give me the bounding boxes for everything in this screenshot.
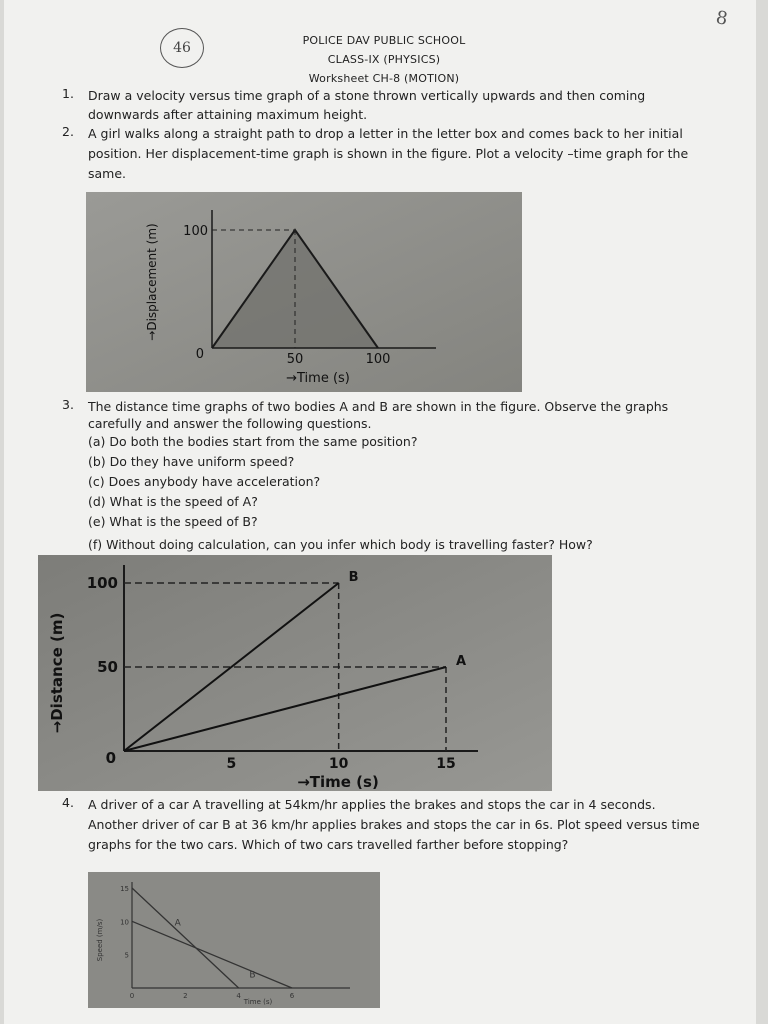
x-tick-label: 15 xyxy=(436,756,456,772)
q4-line1: A driver of a car A travelling at 54km/hr applies the brakes and stops the car in 4 seconds. xyxy=(88,797,656,812)
series-label-a: A xyxy=(456,654,467,669)
y-axis-title: →Displacement (m) xyxy=(145,223,159,341)
x-axis-title: →Time (s) xyxy=(286,371,350,386)
y-tick-label: 50 xyxy=(97,658,118,676)
x-tick-label: 0 xyxy=(195,347,204,362)
y-tick-label: 100 xyxy=(183,224,208,239)
x-tick-label: 0 xyxy=(105,749,116,767)
y-axis-title: Speed (m/s) xyxy=(96,918,104,962)
q3-part-c: (c) Does anybody have acceleration? xyxy=(88,474,321,489)
figure-speed-time xyxy=(88,872,380,1008)
q2-line3: same. xyxy=(88,166,127,181)
q1-line2: downwards after attaining maximum height. xyxy=(88,107,368,122)
q3-part-f: (f) Without doing calculation, can you infer which body is travelling faster? How? xyxy=(88,537,593,552)
x-tick-label: 6 xyxy=(289,992,295,1000)
q1-line1: Draw a velocity versus time graph of a stone thrown vertically upwards and then coming xyxy=(88,88,646,103)
x-tick-label: 4 xyxy=(236,992,241,1000)
q4-line3: graphs for the two cars. Which of two cars travelled farther before stopping? xyxy=(88,837,569,852)
x-axis-title: →Time (s) xyxy=(297,773,379,791)
chart3-svg xyxy=(88,872,380,1008)
q3-part-e: (e) What is the speed of B? xyxy=(88,514,258,529)
figure-distance-time xyxy=(38,555,552,791)
figure-displacement-time xyxy=(86,192,522,392)
y-axis-title: →Distance (m) xyxy=(48,612,66,734)
q4-line2: Another driver of car B at 36 km/hr applies brakes and stops the car in 6s. Plot speed versus time xyxy=(88,817,700,832)
q2-number: 2. xyxy=(62,124,74,139)
x-axis-title: Time (s) xyxy=(243,998,273,1006)
worksheet-title: Worksheet CH-8 (MOTION) xyxy=(308,72,460,85)
chart2-svg xyxy=(38,555,552,791)
q3-number: 3. xyxy=(62,397,74,412)
class-name: CLASS-IX (PHYSICS) xyxy=(327,53,441,66)
x-tick-label: 2 xyxy=(183,992,188,1000)
y-tick-label: 100 xyxy=(86,574,118,592)
x-tick-label: 5 xyxy=(226,756,237,772)
q3-line2: carefully and answer the following questions. xyxy=(88,416,372,431)
chart1-svg xyxy=(86,192,522,392)
series-label-b: B xyxy=(348,570,359,585)
q3-part-a: (a) Do both the bodies start from the same position? xyxy=(88,434,418,449)
q2-line2: position. Her displacement-time graph is shown in the figure. Plot a velocity –time graph for the xyxy=(88,146,689,161)
x-tick-label: 0 xyxy=(129,992,135,1000)
y-tick-label: 5 xyxy=(124,951,129,960)
q2-line1: A girl walks along a straight path to drop a letter in the letter box and comes back to her initial xyxy=(88,126,683,141)
x-tick-label: 10 xyxy=(328,756,349,772)
series-label-a: A xyxy=(174,918,181,929)
q3-part-d: (d) What is the speed of A? xyxy=(88,494,258,509)
y-tick-label: 15 xyxy=(120,885,129,893)
x-tick-label: 50 xyxy=(286,352,304,367)
q3-line1: The distance time graphs of two bodies A and B are shown in the figure. Observe the graphs xyxy=(88,399,669,414)
series-label-b: B xyxy=(249,970,256,981)
x-tick-label: 100 xyxy=(365,352,391,367)
q4-number: 4. xyxy=(62,795,74,810)
q1-number: 1. xyxy=(62,86,74,101)
q3-part-b: (b) Do they have uniform speed? xyxy=(88,454,295,469)
school-name: POLICE DAV PUBLIC SCHOOL xyxy=(302,34,466,47)
corner-mark: 8 xyxy=(714,7,730,30)
y-tick-label: 10 xyxy=(120,918,129,927)
page-mark: 46 xyxy=(160,28,204,68)
